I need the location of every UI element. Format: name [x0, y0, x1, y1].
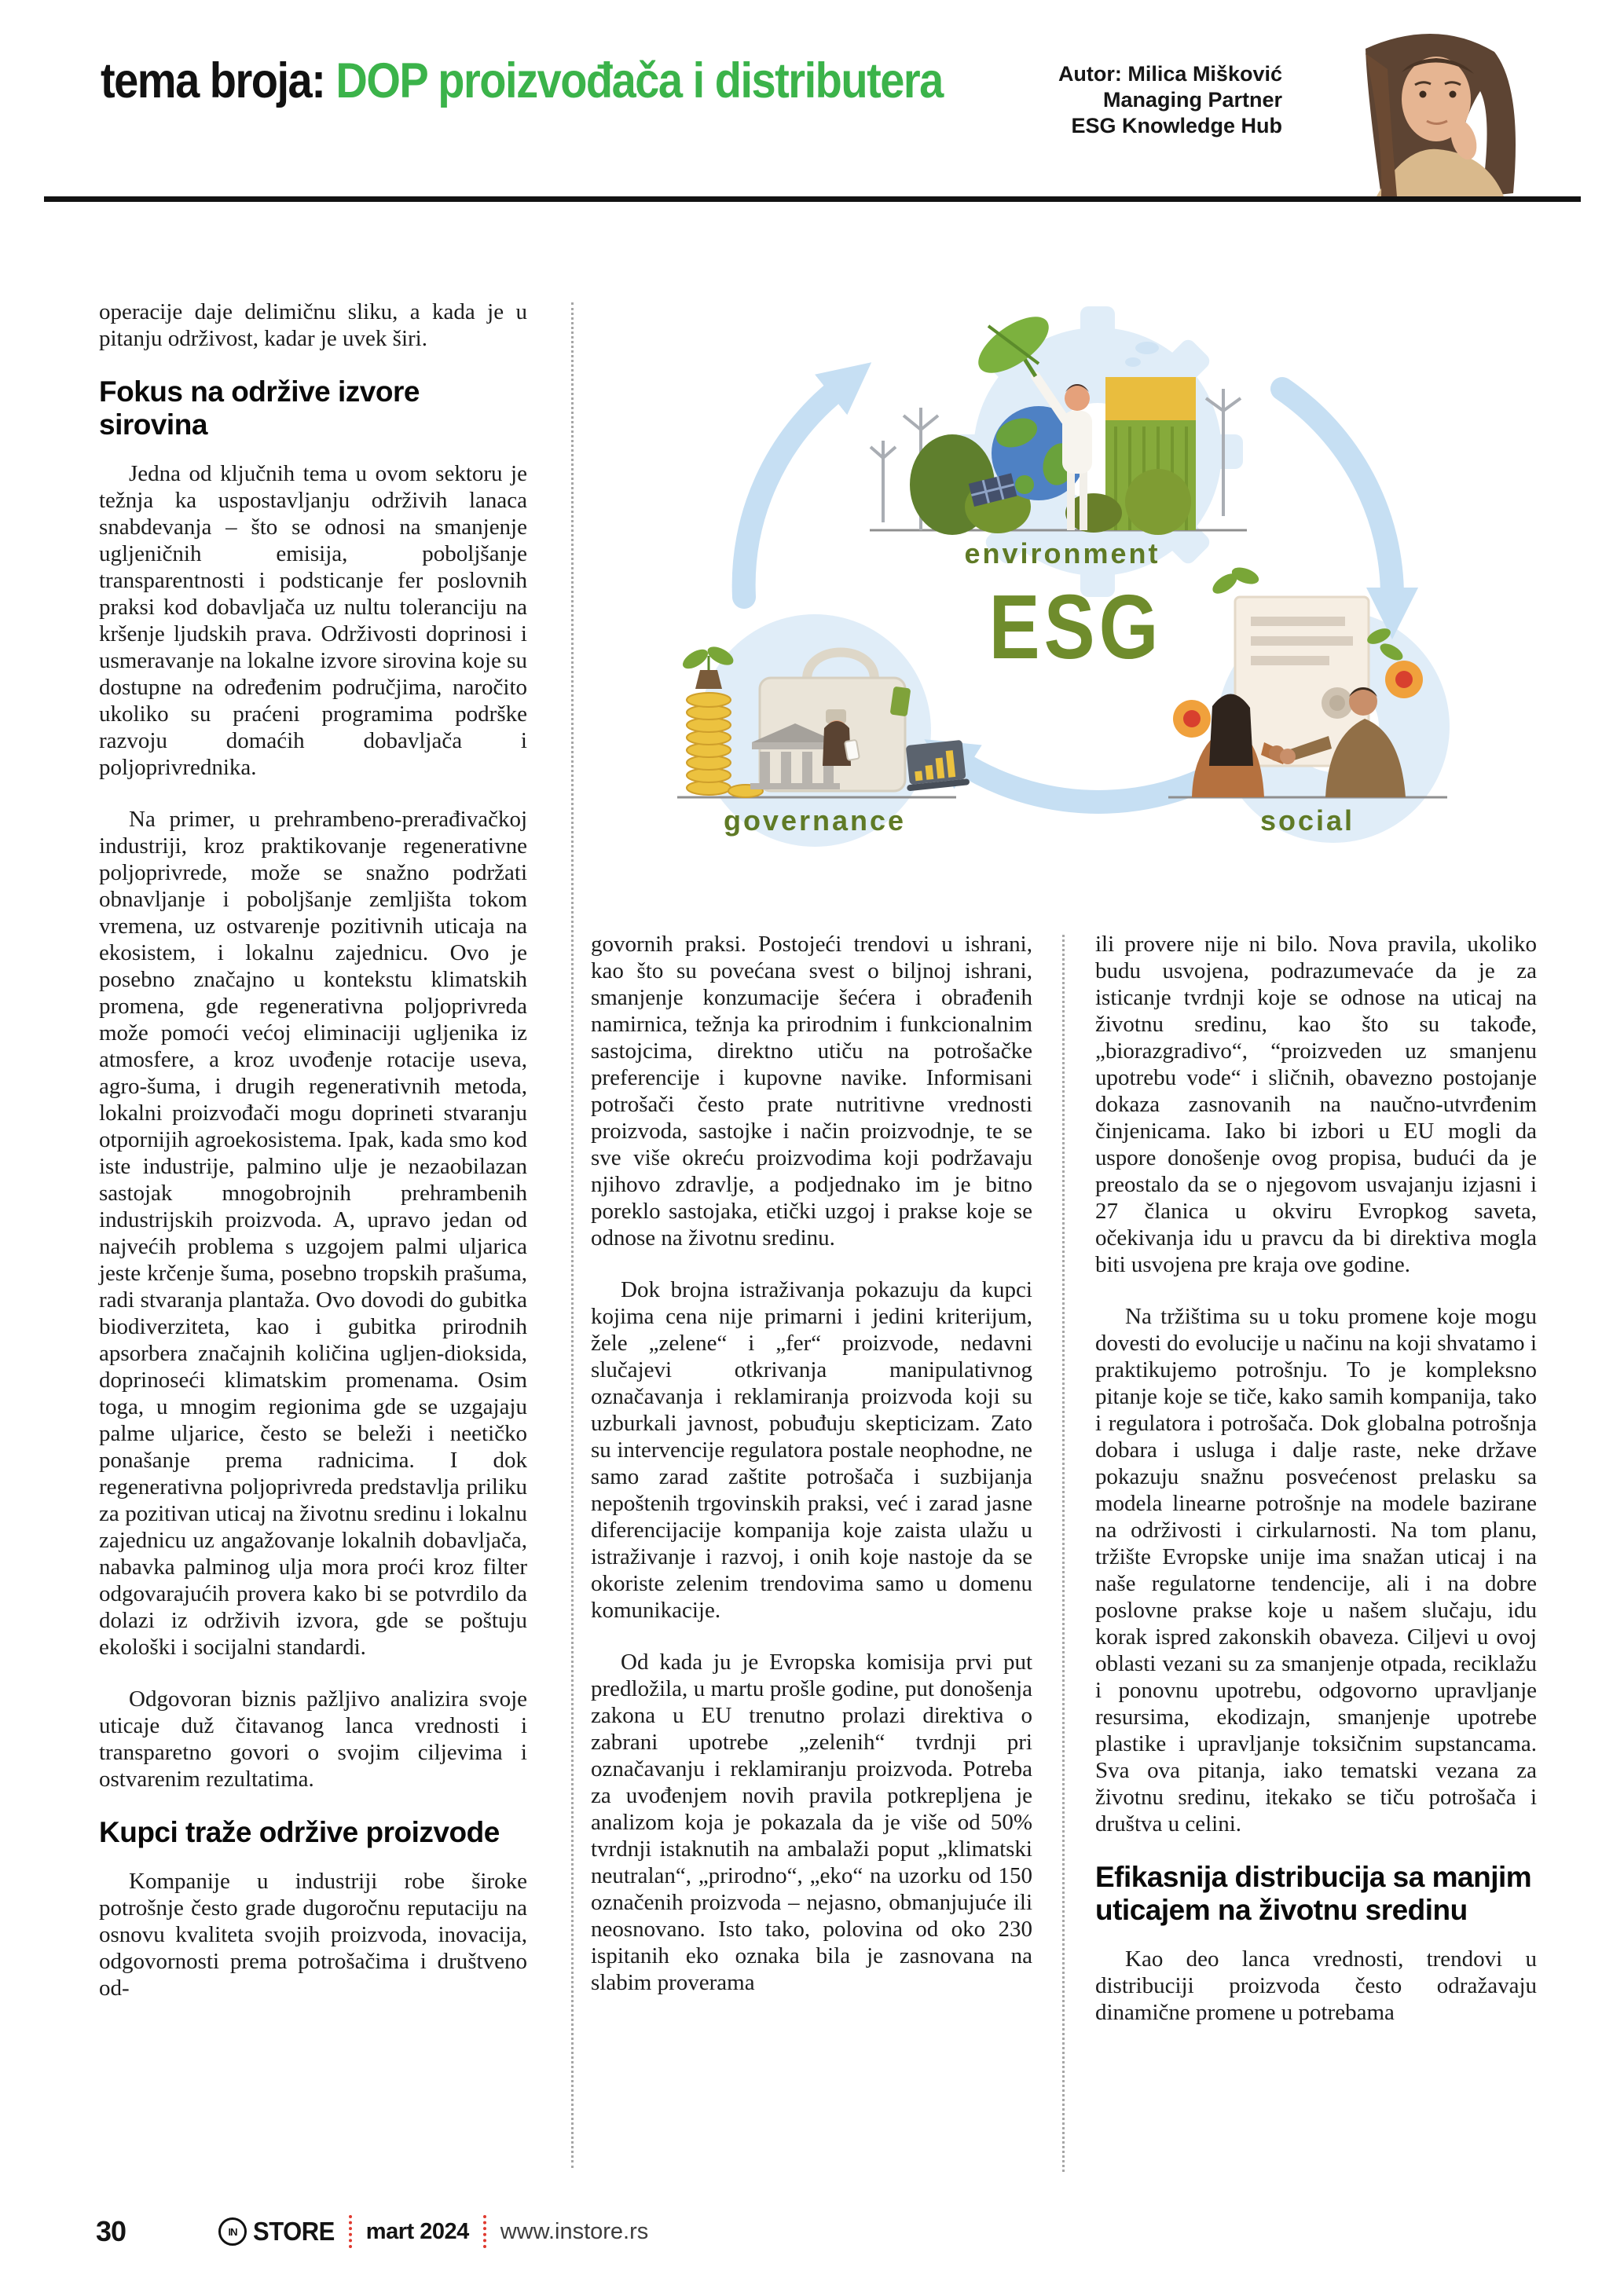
article-column-1: [99, 298, 527, 2001]
section-heading: Kupci traže održive proizvode: [99, 1816, 500, 1848]
paragraph: Kompanije u industriji robe široke potrošnje često grade dugoročnu reputaciju na osnovu kvaliteta svojih proizvoda, inovacija, odgovornosti prema potrošačima i društveno od-: [99, 1869, 527, 2001]
label-governance: governance: [723, 804, 907, 837]
author-org: ESG Knowledge Hub: [1071, 114, 1282, 137]
laptop-chart-icon: [903, 739, 970, 791]
author-name: Autor: Milica Mišković: [1058, 62, 1282, 86]
column-separator: [1062, 935, 1065, 2172]
esg-illustration: [579, 259, 1624, 919]
cycle-arrow-right-icon: [1282, 389, 1392, 597]
paragraph: Dok brojna istraživanja pokazuju da kupci kojima cena nije primarni i jedini kriterijum, žele „zelene“ i „fer“ proizvode, nedavni slučajevi otkrivanja manipulativnog označavanja i reklamiranja proizvoda koji su uzburkali javnost, pobuđuju skepticizam. Zato su intervencije regulatora postale neophodne, ne samo zarad zaštite potrošača i suzbijanja nepoštenih trgovinskih praksi, već i zarad jasne diferencijacije kompanija koje zaista ulažu u istraživanje i razvoj, i onih koje nastoje da se okoriste zelenim trendovima samo u domenu komunikacije.: [591, 1277, 1032, 1623]
article-column-3: [1095, 931, 1537, 2026]
section-heading: Efikasnija distribucija sa manjim uticajem na životnu sredinu: [1095, 1861, 1532, 1926]
paragraph: Kao deo lanca vrednosti, trendovi u distribuciji proizvoda često odražavaju dinamične promene u potrebama: [1095, 1946, 1537, 2025]
paragraph: ili provere nije ni bilo. Nova pravila, ukoliko budu usvojena, podrazumevaće da je za isticanje tvrdnji koje se odnose na uticaj na životnu sredinu, kao što su takođe, „biorazgradivo“, “proizveden uz smanjenu upotrebu vode“ i sličnih, obavezno postojanje dokaza zasnovanih na naučno-utvrđenim činjenicama. Iako bi izbori u EU mogli da uspore donošenje ovog propisa, budući da je preostalo da se o njegovom usvajanju izjasni i 27 članica u okviru Evropkog saveta, očekivanja idu u pravcu da bi direktiva mogla biti usvojena pre kraja ove godine.: [1095, 932, 1537, 1277]
author-photo: [1336, 22, 1542, 196]
title-topic: DOP proizvođača i distributera: [335, 53, 943, 108]
header-rule: [44, 196, 1581, 202]
website-url: www.instore.rs: [500, 2218, 649, 2244]
author-role: Managing Partner: [1102, 88, 1282, 112]
paragraph: operacije daje delimičnu sliku, a kada je u pitanju održivost, kadar je uvek širi.: [99, 299, 527, 351]
column-separator: [571, 302, 574, 2168]
issue-date: mart 2024: [365, 2218, 469, 2244]
paragraph: Od kada ju je Evropska komisija prvi put predložila, u martu prošle godine, put donošenja zakona u EU trenutno prolazi direktiva o zabrani upotrebe „zelenih“ tvrdnji pri označavanju i reklamiranju proizvoda. Potreba za uvođenjem novih pravila potkrepljena je analizom koja je pokazala da je više od 50% tvrdnji istaknutih na ambalaži poput „klimatski neutralan“, „prirodno“, „eko“ na uzorku od 150 označenih proizvoda – nejasno, obmanjujuće ili neosnovano. Isto tako, polovina od oko 230 ispitanih eko oznaka bila je zasnovana na slabim proverama: [591, 1650, 1032, 1995]
page-title: [101, 52, 943, 109]
author-block: [904, 61, 1282, 139]
instore-logo: [218, 2217, 335, 2246]
article-column-2: [591, 931, 1032, 1996]
esg-wordmark: ESG: [988, 575, 1163, 678]
footer-separator: [483, 2215, 486, 2248]
paragraph: Na tržištima su u toku promene koje mogu dovesti do evolucije u načinu na koji shvatamo i praktikujemo potrošnju. To je kompleksno pitanje koje se tiče, kako samih kompanija, tako i regulatora i potrošača. Dok globalna potrošnja dobara i usluga i dalje raste, neke države pokazuju snažnu posvećenost prelasku sa modela linearne potrošnje na modele bazirane na održivosti i cirkularnosti. Na tom planu, tržište Evropske unije ima snažan uticaj i na naše regulatorne tendencije, ali i na dobre poslovne prakse koje u našem slučaju, idu korak ispred zakonskih obaveza. Ciljevi u ovoj oblasti vezani su za smanjenje otpada, reciklažu i ponovnu upotrebu, odgovorno upravljanje resursima, ekodizajn, smanjenje upotrebe plastike i upravljanje toksičnim supstancama. Sva ova pitanja, iako tematski vezana za životnu sredinu, itekako se tiču potrošača i društva u celini.: [1095, 1304, 1537, 1836]
cycle-arrow-left-icon: [744, 389, 838, 597]
paragraph: govornih praksi. Postojeći trendovi u ishrani, kao što su povećana svest o biljnoj ishrani, smanjenje konzumacije šećera i obrađenih namirnica, težnja ka prirodnim i funkcionalnim sastojcima, direktno utiču na potrošačke preferencije i kupovne navike. Informisani potrošači često prate nutritivne vrednosti proizvoda, sastojke i način proizvodnje, te se sve više okreću proizvodima koji podržavaju njihovo zdravlje, a podjednako im je bitno poreklo sastojaka, etički uzgoj i prakse koje se odnose na životnu sredinu.: [591, 932, 1032, 1251]
title-kicker: tema broja:: [101, 53, 336, 108]
label-social: social: [1259, 804, 1355, 837]
instore-logo-mark-icon: IN: [218, 2217, 247, 2246]
paragraph: Na primer, u prehrambeno-prerađivačkoj industriji, kroz praktikovanje regenerativne poljoprivrede, može se snažno podržati obnavljanje i poboljšanje zemljišta tokom vremena, uz ostvarenje pozitivnih uticaja na ekosistem, i lokalnu zajednicu. Ovo je posebno značajno u kontekstu klimatskih promena, gde regenerativna poljoprivreda može pomoći većoj eliminaciji ugljenika iz atmosfere, a kroz uvođenje rotacije useva, agro-šuma, i drugih regenerativnih metoda, lokalni proizvođači mogu doprineti stvaranju otpornijih agroekosistema. Ipak, kada smo kod iste industrije, palmino ulje je nezaobilazan sastojak mnogobrojnih prehrambenih industrijskih proizvoda. A, upravo jedan od najvećih problema s uzgojem palmi uljarica jeste krčenje šuma, posebno tropskih prašuma, radi stvaranja plantaža. Ovo dovodi do gubitka biodiverziteta, kao i gubitka prirodnih apsorbera značajnih količina ugljen-dioksida, doprinoseći klimatskim promenama. Osim toga, u mnogim regionima gde se uzgajaju palme uljarice, često se beleži i neetičko ponašanje prema radnicima. I dok regenerativna poljoprivreda predstavlja priliku za pozitivan uticaj na životnu sredinu i lokalnu zajednicu uz angažovanje lokalnih dobavljača, nabavka palminog ulja mora proći kroz filter odgovarajućih provera kako bi se potvrdilo da dolazi iz održivih izvora, gde se poštuju ekološki i socijalni standardi.: [99, 807, 527, 1660]
footer-separator: [349, 2215, 352, 2248]
paragraph: Odgovoran biznis pažljivo analizira svoje uticaje duž čitavanog lanca vrednosti i transparetno govori o svojim ciljevima i ostvarenim rezultatima.: [99, 1686, 527, 1792]
instore-logo-text: STORE: [253, 2216, 335, 2247]
paragraph: Jedna od ključnih tema u ovom sektoru je težnja ka uspostavljanju održivih lanaca snabdevanja – što se odnosi na smanjenje ugljeničnih emisija, poboljšanje transparentnosti i podsticanje fer poslovnih praksi kod dobavljača uz nultu toleranciju na kršenje ljudskih prava. Održivosti doprinosi i usmeravanje na lokalne izvore sirovina koje su dostupne na određenim područjima, naročito ukoliko su praćeni programima podrške razvoju domaćih dobavljača i poljoprivrednika.: [99, 461, 527, 780]
label-environment: environment: [964, 537, 1160, 569]
section-heading: Fokus na održive izvore sirovina: [99, 375, 420, 441]
page-footer: [96, 2212, 648, 2251]
page-number: 30: [96, 2215, 126, 2247]
